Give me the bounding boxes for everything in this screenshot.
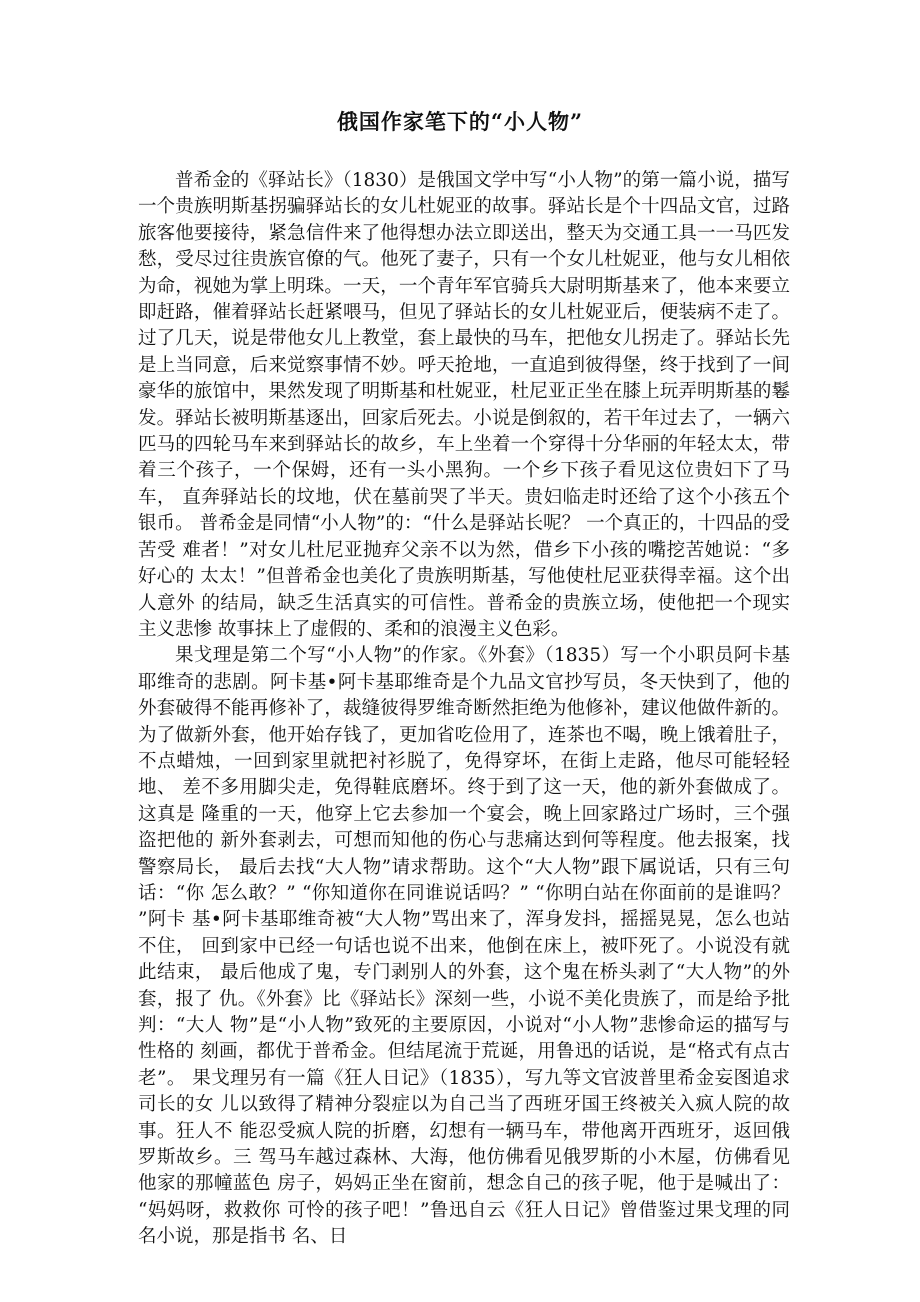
paragraph-gogol: 果戈理是第二个写“小人物”的作家。《外套》（1835）写一个小职员阿卡基 耶维奇的悲剧。阿卡基•阿卡基耶维奇是个九品文官抄写员，冬天快到了，他的 外套破得不能再修补了，裁缝彼得罗维奇断然拒绝为他修补，建议他做件新的。 为了做新外套，他开始存钱了，更加省吃俭用了，连茶也不喝，晚上饿着肚子， 不点蜡烛，一回到家里就把衬衫脱了，免得穿坏，在街上走路，他尽可能轻轻地、 差不多用脚尖走，免得鞋底磨坏。终于到了这一天，他的新外套做成了。这真是 隆重的一天，他穿上它去参加一个宴会，晚上回家路过广场时，三个强盗把他的 新外套剥去，可想而知他的伤心与悲痛达到何等程度。他去报案，找警察局长， 最后去找“大人物”请求帮助。这个“大人物”跟下属说话，只有三句话：“你 怎么敢？” “你知道你在同谁说话吗？” “你明白站在你面前的是谁吗？ ”阿卡 基•阿卡基耶维奇被“大人物”骂出来了，浑身发抖，摇摇晃晃，怎么也站不住， 回到家中已经一句话也说不出来，他倒在床上，被吓死了。小说没有就此结束， 最后他成了鬼，专门剥别人的外套，这个鬼在桥头剥了“大人物”的外套，报了 仇。《外套》比《驿站长》深刻一些，小说不美化贵族了，而是给予批判：“大人 物”是“小人物”致死的主要原因，小说对“小人物”悲惨命运的描写与性格的 刻画，都优于普希金。但结尾流于荒诞，用鲁迅的话说，是“格式有点古老”。 果戈理另有一篇《狂人日记》（1835），写九等文官波普里希金妄图追求司长的女 儿以致得了精神分裂症以为自己当了西班牙国王终被关入疯人院的故事。狂人不 能忍受疯人院的折磨，幻想有一辆马车，带他离开西班牙，返回俄罗斯故乡。三 驾马车越过森林、大海，他仿佛看见俄罗斯的小木屋，仿佛看见他家的那幢蓝色 房子，妈妈正坐在窗前，想念自己的孩子呢，他于是喊出了： “妈妈呀，救救你 可怜的孩子吧！”鲁迅自云《狂人日记》曾借鉴过果戈理的同名小说，那是指书 名、日 [138, 645, 790, 1248]
document-title: 俄国作家笔下的“小人物” [336, 109, 584, 134]
document-body [138, 168, 790, 1251]
paragraph-pushkin: 普希金的《驿站长》（1830）是俄国文学中写“小人物”的第一篇小说，描写一个贵族明斯基拐骗驿站长的女儿杜妮亚的故事。驿站长是个十四品文官，过路旅客他要接待，紧急信件来了他得想办法立即送出，整天为交通工具一一马匹发愁，受尽过往贵族官僚的气。他死了妻子，只有一个女儿杜妮亚，他与女儿相依为命，视她为掌上明珠。一天，一个青年军官骑兵大尉明斯基来了，他本来要立即赶路，催着驿站长赶紧喂马，但见了驿站长的女儿杜妮亚后，便装病不走了。 过了几天，说是带他女儿上教堂，套上最快的马车，把他女儿拐走了。驿站长先 是上当同意，后来觉察事情不妙。呼天抢地，一直追到彼得堡，终于找到了一间 豪华的旅馆中，果然发现了明斯基和杜妮亚，杜尼亚正坐在膝上玩弄明斯基的鬈 发。驿站长被明斯基逐出，回家后死去。小说是倒叙的，若干年过去了，一辆六 匹马的四轮马车来到驿站长的故乡，车上坐着一个穿得十分华丽的年轻太太，带 着三个孩子，一个保姆，还有一头小黑狗。一个乡下孩子看见这位贵妇下了马车， 直奔驿站长的坟地，伏在墓前哭了半天。贵妇临走时还给了这个小孩五个银币。 普希金是同情“小人物”的：“什么是驿站长呢？ 一个真正的，十四品的受苦受 难者！”对女儿杜尼亚抛弃父亲不以为然，借乡下小孩的嘴挖苦她说：“多好心的 太太！”但普希金也美化了贵族明斯基，写他使杜尼亚获得幸福。这个出人意外 的结局，缺乏生活真实的可信性。普希金的贵族立场，使他把一个现实主义悲惨 故事抹上了虚假的、柔和的浪漫主义色彩。 [138, 170, 790, 640]
